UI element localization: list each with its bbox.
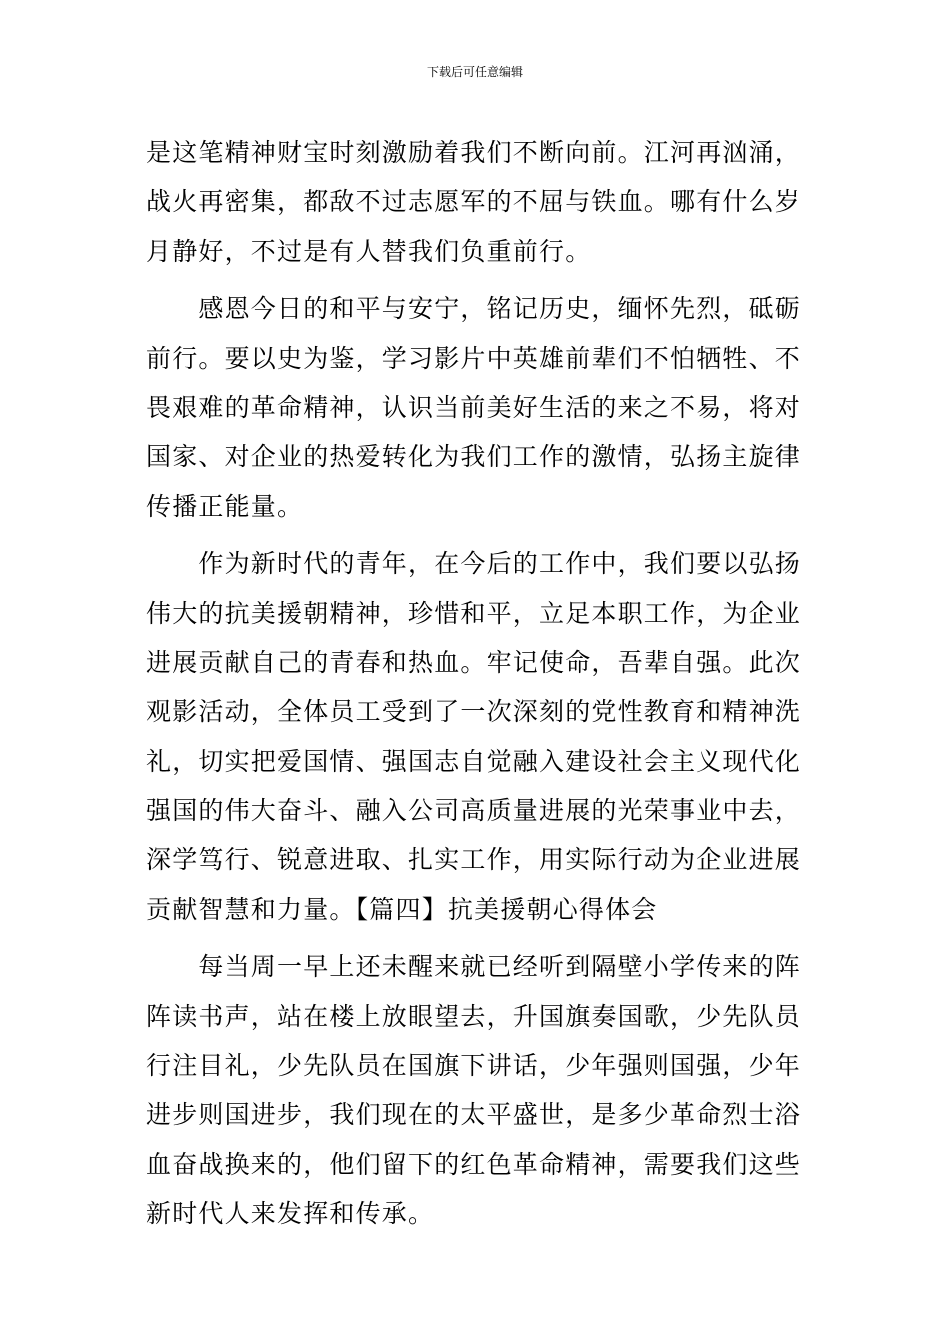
text-line: 感恩今日的和平与安宁，铭记历史，缅怀先烈，砥砺	[146, 294, 802, 324]
text-line: 进展贡献自己的青春和热血。牢记使命，吾辈自强。此次	[146, 647, 802, 677]
text-line: 是这笔精神财宝时刻激励着我们不断向前。江河再汹涌，	[146, 138, 802, 167]
paragraph	[146, 539, 810, 934]
text-line: 畏艰难的革命精神，认识当前美好生活的来之不易，将对	[146, 392, 802, 422]
text-line: 深学笃行、锐意进取、扎实工作，用实际行动为企业进展	[146, 845, 802, 875]
paragraph	[146, 284, 810, 531]
text-line: 观影活动，全体员工受到了一次深刻的党性教育和精神洗	[146, 697, 802, 727]
page-header: 下载后可任意编辑	[426, 65, 523, 79]
text-line: 战火再密集，都敌不过志愿军的不屈与铁血。哪有什么岁	[146, 187, 802, 217]
text-line: 前行。要以史为鉴，学习影片中英雄前辈们不怕牺牲、不	[146, 343, 802, 373]
paragraph	[146, 128, 810, 276]
text-line: 强国的伟大奋斗、融入公司高质量进展的光荣事业中去，	[146, 796, 802, 826]
text-line: 新时代人来发挥和传承。	[146, 1199, 435, 1229]
text-line: 行注目礼，少先队员在国旗下讲话，少年强则国强，少年	[146, 1051, 802, 1081]
text-line: 礼，切实把爱国情、强国志自觉融入建设社会主义现代化	[146, 746, 802, 776]
text-line: 国家、对企业的热爱转化为我们工作的激情，弘扬主旋律	[146, 442, 802, 472]
text-line: 传播正能量。	[146, 491, 304, 521]
paragraph	[146, 942, 810, 1238]
text-line: 伟大的抗美援朝精神，珍惜和平，立足本职工作，为企业	[146, 598, 802, 628]
text-line: 进步则国进步，我们现在的太平盛世，是多少革命烈士浴	[146, 1100, 802, 1130]
text-line: 作为新时代的青年，在今后的工作中，我们要以弘扬	[146, 549, 802, 579]
text-line: 贡献智慧和力量。【篇四】抗美援朝心得体会	[146, 894, 658, 924]
text-line: 每当周一早上还未醒来就已经听到隔壁小学传来的阵	[146, 952, 802, 982]
document-body	[146, 128, 810, 1239]
text-line: 月静好，不过是有人替我们负重前行。	[146, 236, 592, 266]
text-line: 阵读书声，站在楼上放眼望去，升国旗奏国歌，少先队员	[146, 1001, 802, 1031]
text-line: 血奋战换来的，他们留下的红色革命精神，需要我们这些	[146, 1149, 802, 1179]
